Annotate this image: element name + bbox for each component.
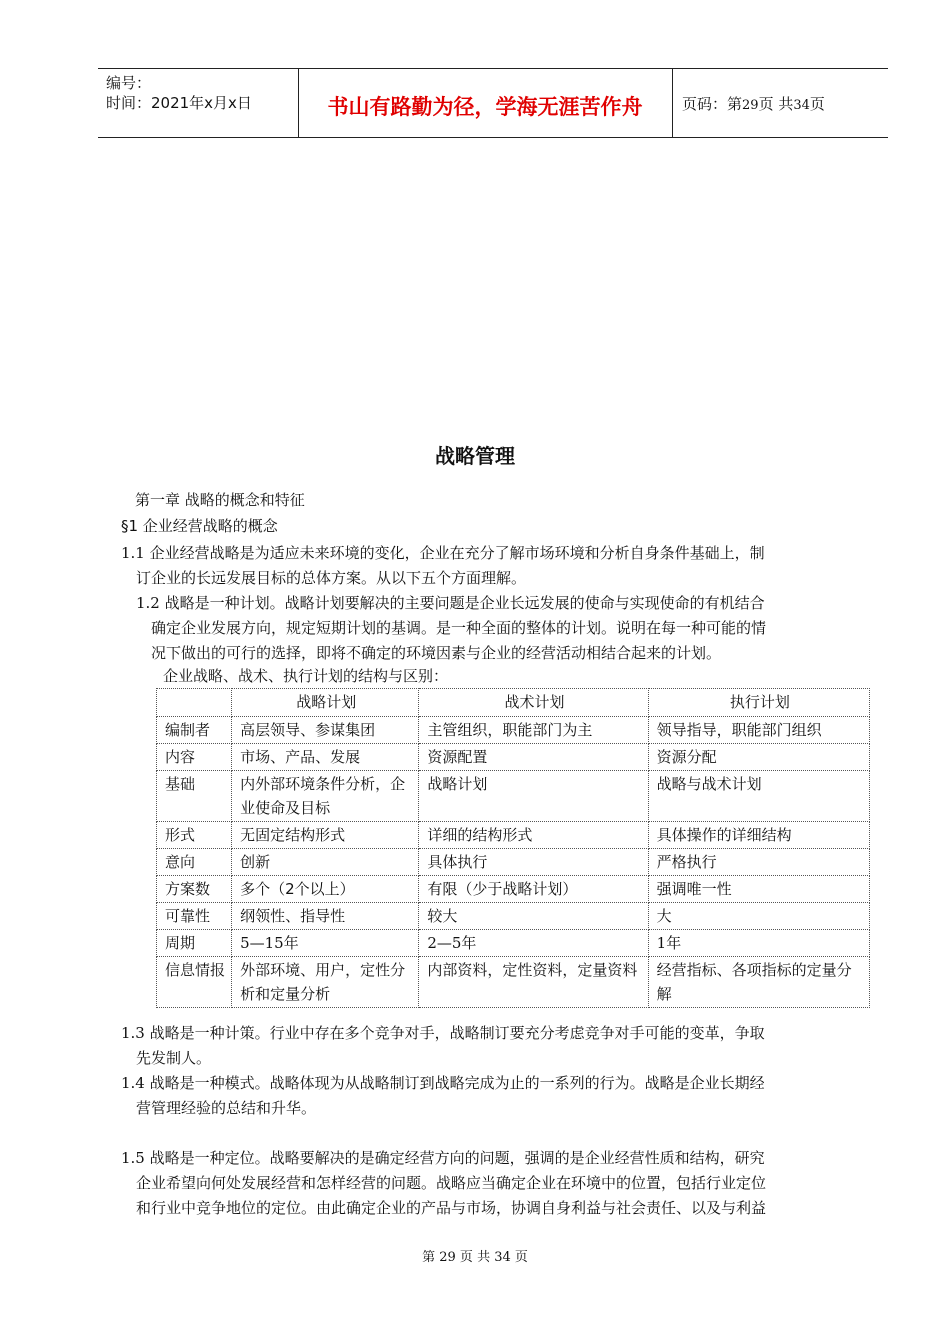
table-header-row (157, 689, 870, 717)
table-header-cell (157, 689, 232, 717)
table-row-label: 周期 (157, 930, 232, 957)
table-cell: 1年 (648, 930, 869, 957)
paragraph-text: 战略是一种定位。战略要解决的是确定经营方向的问题，强调的是企业经营性质和结构，研究 (149, 1149, 765, 1167)
table-row (157, 717, 870, 744)
paragraph-number: 1.5 (121, 1149, 145, 1167)
paragraph-number: 1.4 (121, 1074, 145, 1092)
table-cell: 较大 (419, 903, 648, 930)
paragraph-1-2-line (136, 593, 765, 613)
paragraph-1-4-line: 营管理经验的总结和升华。 (136, 1099, 317, 1117)
page-header (98, 68, 888, 138)
table-cell: 有限（少于战略计划） (419, 876, 648, 903)
table-row (157, 744, 870, 771)
table-cell: 创新 (232, 849, 419, 876)
paragraph-number: 1.2 (136, 594, 160, 612)
page-footer: 第 29 页 共 34 页 (422, 1250, 528, 1265)
table-cell: 严格执行 (648, 849, 869, 876)
paragraph-1-1-line (121, 543, 765, 563)
table-row-label: 意向 (157, 849, 232, 876)
table-cell: 无固定结构形式 (232, 822, 419, 849)
table-cell: 主管组织，职能部门为主 (419, 717, 648, 744)
table-cell: 详细的结构形式 (419, 822, 648, 849)
table-cell: 高层领导、参谋集团 (232, 717, 419, 744)
paragraph-1-3-line: 先发制人。 (136, 1049, 212, 1067)
table-cell: 领导指导，职能部门组织 (648, 717, 869, 744)
page-mid: 页 共 (758, 95, 794, 113)
table-row-label: 可靠性 (157, 903, 232, 930)
table-cell: 市场、产品、发展 (232, 744, 419, 771)
table-caption: 企业战略、战术、执行计划的结构与区别： (163, 667, 449, 685)
table-row (157, 930, 870, 957)
table-row (157, 822, 870, 849)
paragraph-1-5-line: 和行业中竞争地位的定位。由此确定企业的产品与市场，协调自身利益与社会责任、以及与利益 (136, 1199, 767, 1217)
table-header-cell: 执行计划 (648, 689, 869, 717)
paragraph-1-5-line: 企业希望向何处发展经营和怎样经营的问题。战略应当确定企业在环境中的位置，包括行业定位 (136, 1174, 767, 1192)
paragraph-text: 战略是一种计策。行业中存在多个竞争对手，战略制订要充分考虑竞争对手可能的变革，争取 (149, 1024, 765, 1042)
paragraph-text: 企业经营战略是为适应未来环境的变化，企业在充分了解市场环境和分析自身条件基础上，制 (149, 544, 765, 562)
paragraph-text: 战略是一种模式。战略体现为从战略制订到战略完成为止的一系列的行为。战略是企业长期经 (149, 1074, 765, 1092)
page-number: 29 (742, 98, 759, 113)
table-cell: 经营指标、各项指标的定量分解 (648, 957, 869, 1008)
header-divider (298, 69, 299, 137)
table-header-cell: 战略计划 (232, 689, 419, 717)
chapter-heading: 第一章 战略的概念和特征 (135, 491, 305, 509)
page-suffix: 页 (809, 95, 825, 113)
table-cell: 2—5年 (419, 930, 648, 957)
table-row (157, 957, 870, 1008)
table-cell: 具体执行 (419, 849, 648, 876)
table-cell: 强调唯一性 (648, 876, 869, 903)
table-cell: 内部资料，定性资料，定量资料 (419, 957, 648, 1008)
table-cell: 大 (648, 903, 869, 930)
paragraph-1-4-line (121, 1073, 765, 1093)
table-row-label: 内容 (157, 744, 232, 771)
table-row (157, 849, 870, 876)
section-heading: §1 企业经营战略的概念 (121, 517, 278, 535)
paragraph-1-3-line (121, 1023, 765, 1043)
table-cell: 具体操作的详细结构 (648, 822, 869, 849)
page-prefix: 页码：第 (682, 95, 743, 113)
paragraph-text: 战略是一种计划。战略计划要解决的主要问题是企业长远发展的使命与实现使命的有机结合 (164, 594, 765, 612)
table-header-cell: 战术计划 (419, 689, 648, 717)
table-row (157, 771, 870, 822)
table-cell: 战略计划 (419, 771, 648, 822)
paragraph-number: 1.1 (121, 544, 145, 562)
page-total: 34 (793, 98, 810, 113)
table-row-label: 形式 (157, 822, 232, 849)
paragraph-number: 1.3 (121, 1024, 145, 1042)
paragraph-1-2-line: 况下做出的可行的选择，即将不确定的环境因素与企业的经营活动相结合起来的计划。 (151, 644, 722, 662)
table-row (157, 876, 870, 903)
header-divider (672, 69, 673, 137)
header-meta (106, 73, 252, 113)
table-cell: 资源分配 (648, 744, 869, 771)
paragraph-1-2-line: 确定企业发展方向，规定短期计划的基调。是一种全面的整体的计划。说明在每一种可能的情 (151, 619, 767, 637)
table-row-label: 方案数 (157, 876, 232, 903)
header-motto: 书山有路勤为径，学海无涯苦作舟 (327, 94, 643, 119)
paragraph-1-1-line: 订企业的长远发展目标的总体方案。从以下五个方面理解。 (136, 569, 527, 587)
table-cell: 纲领性、指导性 (232, 903, 419, 930)
table-row-label: 编制者 (157, 717, 232, 744)
table-row (157, 903, 870, 930)
doc-time-label: 时间：2021年x月x日 (106, 94, 252, 112)
table-cell: 多个（2个以上） (232, 876, 419, 903)
table-cell: 资源配置 (419, 744, 648, 771)
header-page-indicator (682, 93, 825, 114)
plan-comparison-table (156, 688, 870, 1008)
table-row-label: 基础 (157, 771, 232, 822)
table-cell: 内外部环境条件分析，企业使命及目标 (232, 771, 419, 822)
document-title: 战略管理 (435, 444, 515, 468)
paragraph-1-5-line (121, 1148, 765, 1168)
table-cell: 战略与战术计划 (648, 771, 869, 822)
table-row-label: 信息情报 (157, 957, 232, 1008)
table-cell: 5—15年 (232, 930, 419, 957)
doc-code-label: 编号： (106, 74, 152, 92)
table-cell: 外部环境、用户，定性分析和定量分析 (232, 957, 419, 1008)
